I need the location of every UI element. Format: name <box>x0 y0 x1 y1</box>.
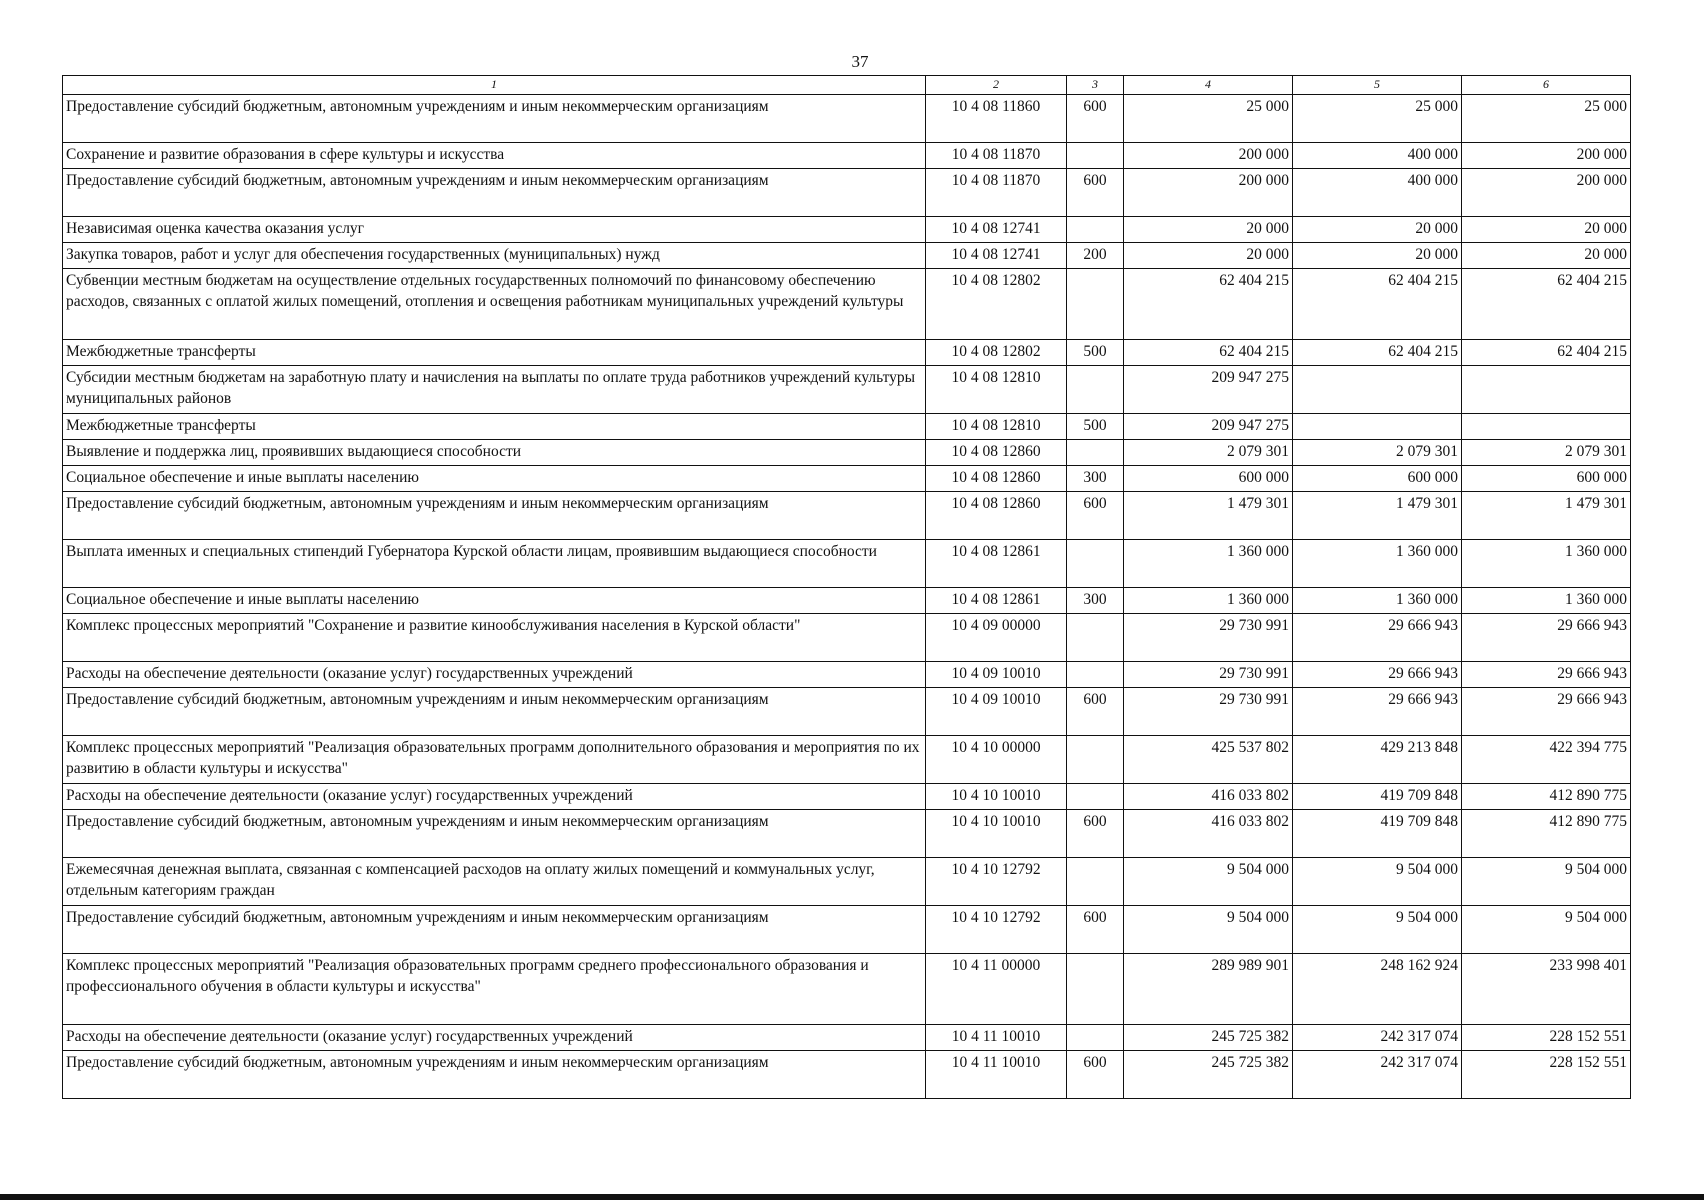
column-number-row <box>63 76 1631 95</box>
row-code-cell: 10 4 08 12802 <box>926 340 1067 366</box>
row-name-cell: Субвенции местным бюджетам на осуществление отдельных государственных полномочий по финансовому обеспечению расходов, связанных с оплатой жилых помещений, отопления и освещения работникам муниципальных учреждений культуры <box>63 269 926 340</box>
row-name-cell: Социальное обеспечение и иные выплаты населению <box>63 466 926 492</box>
row-value-6-cell: 228 152 551 <box>1462 1051 1631 1099</box>
budget-table <box>62 75 1631 1099</box>
row-code-cell: 10 4 08 12860 <box>926 466 1067 492</box>
row-name-cell: Предоставление субсидий бюджетным, автономным учреждениям и иным некоммерческим организациям <box>63 810 926 858</box>
row-name-cell: Предоставление субсидий бюджетным, автономным учреждениям и иным некоммерческим организациям <box>63 1051 926 1099</box>
row-code-cell: 10 4 11 10010 <box>926 1025 1067 1051</box>
row-value-4-cell: 62 404 215 <box>1124 269 1293 340</box>
row-name-cell: Предоставление субсидий бюджетным, автономным учреждениям и иным некоммерческим организациям <box>63 688 926 736</box>
row-value-5-cell: 20 000 <box>1293 243 1462 269</box>
row-code-cell: 10 4 09 10010 <box>926 662 1067 688</box>
row-value-4-cell: 25 000 <box>1124 95 1293 143</box>
table-row <box>63 688 1631 736</box>
row-vr-cell <box>1067 954 1124 1025</box>
row-value-6-cell: 20 000 <box>1462 243 1631 269</box>
row-value-6-cell <box>1462 414 1631 440</box>
row-code-cell: 10 4 08 12741 <box>926 217 1067 243</box>
row-value-5-cell: 242 317 074 <box>1293 1025 1462 1051</box>
row-vr-cell <box>1067 440 1124 466</box>
row-value-5-cell: 29 666 943 <box>1293 614 1462 662</box>
row-value-4-cell: 200 000 <box>1124 169 1293 217</box>
row-value-5-cell: 9 504 000 <box>1293 858 1462 906</box>
table-row <box>63 95 1631 143</box>
row-value-6-cell: 200 000 <box>1462 169 1631 217</box>
row-value-6-cell: 228 152 551 <box>1462 1025 1631 1051</box>
table-row <box>63 492 1631 540</box>
table-row <box>63 414 1631 440</box>
table-row <box>63 540 1631 588</box>
row-value-6-cell: 25 000 <box>1462 95 1631 143</box>
row-value-6-cell: 422 394 775 <box>1462 736 1631 784</box>
row-name-cell: Предоставление субсидий бюджетным, автономным учреждениям и иным некоммерческим организациям <box>63 906 926 954</box>
row-code-cell: 10 4 10 10010 <box>926 784 1067 810</box>
row-code-cell: 10 4 08 12860 <box>926 492 1067 540</box>
row-vr-cell <box>1067 366 1124 414</box>
table-row <box>63 169 1631 217</box>
row-vr-cell: 300 <box>1067 466 1124 492</box>
row-code-cell: 10 4 09 10010 <box>926 688 1067 736</box>
table-row <box>63 858 1631 906</box>
row-value-4-cell: 245 725 382 <box>1124 1051 1293 1099</box>
row-value-4-cell: 2 079 301 <box>1124 440 1293 466</box>
row-vr-cell <box>1067 858 1124 906</box>
row-code-cell: 10 4 08 12810 <box>926 414 1067 440</box>
row-value-6-cell: 1 479 301 <box>1462 492 1631 540</box>
row-vr-cell <box>1067 143 1124 169</box>
column-header: 4 <box>1124 76 1293 95</box>
row-name-cell: Расходы на обеспечение деятельности (оказание услуг) государственных учреждений <box>63 662 926 688</box>
table-row <box>63 366 1631 414</box>
row-value-6-cell: 29 666 943 <box>1462 662 1631 688</box>
row-name-cell: Комплекс процессных мероприятий "Реализация образовательных программ среднего профессионального образования и профессионального обучения в области культуры и искусства" <box>63 954 926 1025</box>
table-row <box>63 736 1631 784</box>
row-value-5-cell: 29 666 943 <box>1293 688 1462 736</box>
row-name-cell: Выплата именных и специальных стипендий Губернатора Курской области лицам, проявившим выдающиеся способности <box>63 540 926 588</box>
page-number: 37 <box>851 52 869 71</box>
table-row <box>63 1025 1631 1051</box>
row-value-5-cell: 1 479 301 <box>1293 492 1462 540</box>
row-value-4-cell: 200 000 <box>1124 143 1293 169</box>
row-code-cell: 10 4 10 12792 <box>926 906 1067 954</box>
row-name-cell: Комплекс процессных мероприятий "Сохранение и развитие кинообслуживания населения в Курской области" <box>63 614 926 662</box>
column-header: 3 <box>1067 76 1124 95</box>
row-value-6-cell: 29 666 943 <box>1462 614 1631 662</box>
row-value-5-cell <box>1293 414 1462 440</box>
row-vr-cell: 200 <box>1067 243 1124 269</box>
row-value-4-cell: 1 360 000 <box>1124 540 1293 588</box>
row-vr-cell: 600 <box>1067 688 1124 736</box>
row-vr-cell: 500 <box>1067 340 1124 366</box>
row-value-6-cell: 412 890 775 <box>1462 810 1631 858</box>
row-value-4-cell: 29 730 991 <box>1124 662 1293 688</box>
row-value-4-cell: 209 947 275 <box>1124 366 1293 414</box>
row-vr-cell <box>1067 662 1124 688</box>
row-vr-cell: 600 <box>1067 169 1124 217</box>
row-value-4-cell: 1 360 000 <box>1124 588 1293 614</box>
row-code-cell: 10 4 09 00000 <box>926 614 1067 662</box>
row-code-cell: 10 4 08 12861 <box>926 588 1067 614</box>
row-name-cell: Предоставление субсидий бюджетным, автономным учреждениям и иным некоммерческим организациям <box>63 492 926 540</box>
row-name-cell: Выявление и поддержка лиц, проявивших выдающиеся способности <box>63 440 926 466</box>
row-value-5-cell: 419 709 848 <box>1293 784 1462 810</box>
table-row <box>63 269 1631 340</box>
row-value-6-cell: 600 000 <box>1462 466 1631 492</box>
row-vr-cell <box>1067 784 1124 810</box>
row-code-cell: 10 4 08 12741 <box>926 243 1067 269</box>
row-value-4-cell: 20 000 <box>1124 243 1293 269</box>
table-row <box>63 217 1631 243</box>
row-value-5-cell: 29 666 943 <box>1293 662 1462 688</box>
row-value-6-cell: 412 890 775 <box>1462 784 1631 810</box>
row-value-6-cell: 62 404 215 <box>1462 269 1631 340</box>
row-name-cell: Социальное обеспечение и иные выплаты населению <box>63 588 926 614</box>
row-value-6-cell: 29 666 943 <box>1462 688 1631 736</box>
row-vr-cell: 600 <box>1067 1051 1124 1099</box>
row-name-cell: Закупка товаров, работ и услуг для обеспечения государственных (муниципальных) нужд <box>63 243 926 269</box>
row-value-6-cell: 1 360 000 <box>1462 588 1631 614</box>
row-code-cell: 10 4 08 12802 <box>926 269 1067 340</box>
table-row <box>63 954 1631 1025</box>
row-value-5-cell: 400 000 <box>1293 169 1462 217</box>
row-code-cell: 10 4 10 10010 <box>926 810 1067 858</box>
row-value-4-cell: 9 504 000 <box>1124 906 1293 954</box>
table-row <box>63 588 1631 614</box>
row-value-5-cell: 1 360 000 <box>1293 588 1462 614</box>
row-code-cell: 10 4 08 12861 <box>926 540 1067 588</box>
row-value-5-cell: 248 162 924 <box>1293 954 1462 1025</box>
row-value-6-cell: 200 000 <box>1462 143 1631 169</box>
row-value-4-cell: 600 000 <box>1124 466 1293 492</box>
row-vr-cell: 600 <box>1067 810 1124 858</box>
row-value-6-cell <box>1462 366 1631 414</box>
column-header: 5 <box>1293 76 1462 95</box>
row-value-4-cell: 29 730 991 <box>1124 614 1293 662</box>
row-code-cell: 10 4 08 11860 <box>926 95 1067 143</box>
row-name-cell: Межбюджетные трансферты <box>63 414 926 440</box>
row-value-4-cell: 1 479 301 <box>1124 492 1293 540</box>
row-vr-cell: 300 <box>1067 588 1124 614</box>
row-value-5-cell: 9 504 000 <box>1293 906 1462 954</box>
row-value-6-cell: 62 404 215 <box>1462 340 1631 366</box>
row-value-6-cell: 1 360 000 <box>1462 540 1631 588</box>
row-name-cell: Расходы на обеспечение деятельности (оказание услуг) государственных учреждений <box>63 784 926 810</box>
row-value-4-cell: 62 404 215 <box>1124 340 1293 366</box>
row-value-5-cell: 419 709 848 <box>1293 810 1462 858</box>
row-value-4-cell: 209 947 275 <box>1124 414 1293 440</box>
row-code-cell: 10 4 08 11870 <box>926 143 1067 169</box>
row-value-4-cell: 289 989 901 <box>1124 954 1293 1025</box>
row-value-6-cell: 9 504 000 <box>1462 858 1631 906</box>
row-value-6-cell: 233 998 401 <box>1462 954 1631 1025</box>
row-value-5-cell: 400 000 <box>1293 143 1462 169</box>
row-code-cell: 10 4 08 11870 <box>926 169 1067 217</box>
row-code-cell: 10 4 11 00000 <box>926 954 1067 1025</box>
row-name-cell: Расходы на обеспечение деятельности (оказание услуг) государственных учреждений <box>63 1025 926 1051</box>
row-value-5-cell: 242 317 074 <box>1293 1051 1462 1099</box>
row-value-5-cell: 20 000 <box>1293 217 1462 243</box>
row-value-5-cell: 1 360 000 <box>1293 540 1462 588</box>
column-header: 2 <box>926 76 1067 95</box>
row-name-cell: Сохранение и развитие образования в сфере культуры и искусства <box>63 143 926 169</box>
table-row <box>63 906 1631 954</box>
table-row <box>63 143 1631 169</box>
table-row <box>63 810 1631 858</box>
row-vr-cell <box>1067 217 1124 243</box>
row-value-4-cell: 245 725 382 <box>1124 1025 1293 1051</box>
row-name-cell: Независимая оценка качества оказания услуг <box>63 217 926 243</box>
row-value-4-cell: 425 537 802 <box>1124 736 1293 784</box>
row-value-6-cell: 20 000 <box>1462 217 1631 243</box>
row-vr-cell <box>1067 540 1124 588</box>
row-value-4-cell: 29 730 991 <box>1124 688 1293 736</box>
row-name-cell: Ежемесячная денежная выплата, связанная с компенсацией расходов на оплату жилых помещений и коммунальных услуг, отдельным категориям граждан <box>63 858 926 906</box>
table-row <box>63 662 1631 688</box>
row-name-cell: Предоставление субсидий бюджетным, автономным учреждениям и иным некоммерческим организациям <box>63 169 926 217</box>
column-header: 1 <box>63 76 926 95</box>
row-name-cell: Предоставление субсидий бюджетным, автономным учреждениям и иным некоммерческим организациям <box>63 95 926 143</box>
row-value-5-cell: 600 000 <box>1293 466 1462 492</box>
row-vr-cell: 600 <box>1067 95 1124 143</box>
row-value-6-cell: 2 079 301 <box>1462 440 1631 466</box>
row-value-4-cell: 416 033 802 <box>1124 810 1293 858</box>
table-row <box>63 340 1631 366</box>
row-code-cell: 10 4 10 12792 <box>926 858 1067 906</box>
row-name-cell: Комплекс процессных мероприятий "Реализация образовательных программ дополнительного образования и мероприятия по их развитию в области культуры и искусства" <box>63 736 926 784</box>
row-value-5-cell: 2 079 301 <box>1293 440 1462 466</box>
row-vr-cell <box>1067 614 1124 662</box>
row-code-cell: 10 4 11 10010 <box>926 1051 1067 1099</box>
row-value-5-cell: 62 404 215 <box>1293 269 1462 340</box>
row-vr-cell <box>1067 736 1124 784</box>
table-row <box>63 1051 1631 1099</box>
row-value-5-cell <box>1293 366 1462 414</box>
row-code-cell: 10 4 08 12810 <box>926 366 1067 414</box>
row-value-6-cell: 9 504 000 <box>1462 906 1631 954</box>
row-value-5-cell: 62 404 215 <box>1293 340 1462 366</box>
row-vr-cell <box>1067 269 1124 340</box>
table-row <box>63 243 1631 269</box>
row-value-5-cell: 429 213 848 <box>1293 736 1462 784</box>
row-value-5-cell: 25 000 <box>1293 95 1462 143</box>
table-row <box>63 784 1631 810</box>
row-code-cell: 10 4 08 12860 <box>926 440 1067 466</box>
row-value-4-cell: 9 504 000 <box>1124 858 1293 906</box>
scan-border <box>0 1194 1704 1200</box>
row-vr-cell: 600 <box>1067 906 1124 954</box>
table-row <box>63 440 1631 466</box>
table-row <box>63 614 1631 662</box>
row-code-cell: 10 4 10 00000 <box>926 736 1067 784</box>
row-name-cell: Субсидии местным бюджетам на заработную плату и начисления на выплаты по оплате труда работников учреждений культуры муниципальных районов <box>63 366 926 414</box>
table-row <box>63 466 1631 492</box>
row-value-4-cell: 20 000 <box>1124 217 1293 243</box>
column-header: 6 <box>1462 76 1631 95</box>
row-vr-cell: 600 <box>1067 492 1124 540</box>
row-vr-cell: 500 <box>1067 414 1124 440</box>
row-value-4-cell: 416 033 802 <box>1124 784 1293 810</box>
row-name-cell: Межбюджетные трансферты <box>63 340 926 366</box>
row-vr-cell <box>1067 1025 1124 1051</box>
